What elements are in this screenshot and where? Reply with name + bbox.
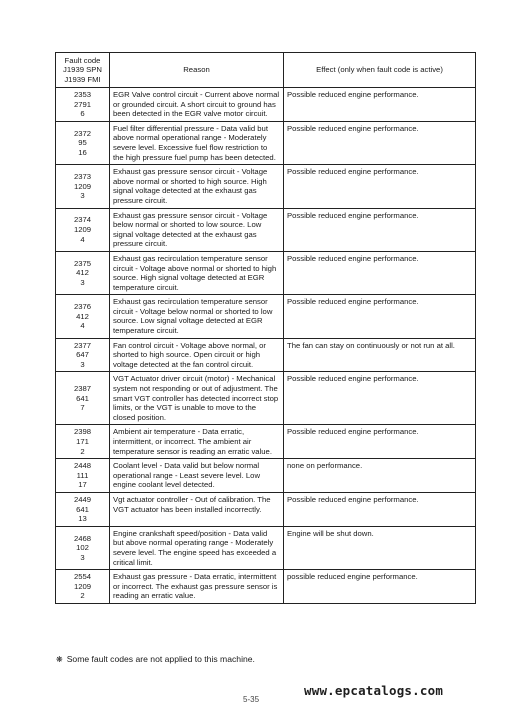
reason-cell: Coolant level - Data valid but below normal operational range - Least severe level. Low engine coolant level detected.	[110, 459, 284, 493]
fault-code-cell	[56, 165, 110, 208]
reason-cell: Exhaust gas pressure - Data erratic, intermittent or incorrect. The exhaust gas pressure sensor is reading an erratic value.	[110, 570, 284, 604]
fault-code-spn: 2376	[73, 302, 92, 312]
fault-code-cell	[56, 295, 110, 338]
effect-cell: none on performance.	[284, 459, 476, 493]
fault-code-fmi: 13	[78, 514, 87, 524]
reason-cell: Vgt actuator controller - Out of calibration. The VGT actuator has been installed incorrectly.	[110, 492, 284, 526]
table-row	[56, 492, 476, 526]
fault-code-spn: 2398	[73, 427, 92, 437]
fault-code-fmi: 4	[80, 234, 85, 244]
table-header-row	[56, 53, 476, 88]
reason-cell: VGT Actuator driver circuit (motor) - Mechanical system not responding or out of adjustment. The smart VGT controller has detected incorrect stop limits, or the VGT is unable to move to the closed position.	[110, 372, 284, 425]
fault-code-mid: 412	[76, 311, 89, 321]
footnote-text: Some fault codes are not applied to this machine.	[66, 654, 255, 664]
fault-code-mid: 111	[76, 470, 89, 480]
table-row	[56, 338, 476, 372]
fault-code-cell	[56, 425, 110, 459]
reason-cell: Exhaust gas recirculation temperature sensor circuit - Voltage below normal or shorted to low source. Low signal voltage detected at EGR temperature circuit.	[110, 295, 284, 338]
table-row	[56, 526, 476, 569]
table-row	[56, 459, 476, 493]
table-row	[56, 425, 476, 459]
table-row	[56, 295, 476, 338]
effect-cell: Possible reduced engine performance.	[284, 295, 476, 338]
fault-code-mid: 2791	[73, 99, 92, 109]
fault-rows	[56, 88, 476, 604]
fault-code-mid: 1209	[73, 224, 92, 234]
fault-code-mid: 647	[76, 350, 89, 360]
effect-cell: Possible reduced engine performance.	[284, 372, 476, 425]
table-row	[56, 208, 476, 251]
effect-cell: Possible reduced engine performance.	[284, 425, 476, 459]
fault-code-spn: 2374	[73, 215, 92, 225]
fault-code-fmi: 16	[78, 147, 87, 157]
fault-code-mid: 95	[78, 138, 87, 148]
fault-code-mid: 171	[76, 437, 89, 446]
fault-code-spn: 2448	[73, 461, 92, 471]
fault-code-spn: 2449	[73, 494, 92, 504]
fault-code-mid: 102	[76, 543, 89, 553]
fault-code-cell	[56, 372, 110, 425]
fault-code-cell	[56, 121, 110, 164]
reason-cell: EGR Valve control circuit - Current above normal or grounded circuit. A short circuit to ground has been detected in the EGR valve motor circuit.	[110, 88, 284, 122]
effect-cell: Possible reduced engine performance.	[284, 165, 476, 208]
fault-code-mid: 412	[76, 268, 89, 278]
effect-cell: Possible reduced engine performance.	[284, 208, 476, 251]
fault-code-cell	[56, 208, 110, 251]
table-row	[56, 570, 476, 604]
effect-cell: Engine will be shut down.	[284, 526, 476, 569]
fault-code-fmi: 2	[80, 446, 85, 456]
fault-code-spn: 2387	[73, 384, 92, 394]
fault-code-spn: 2554	[73, 572, 92, 582]
fault-code-cell	[56, 251, 110, 294]
page-number: 5-35	[243, 695, 260, 704]
reason-cell: Engine crankshaft speed/position - Data valid but above normal operating range - Moderately severe level. The engine speed has exceeded a critical limit.	[110, 526, 284, 569]
fault-code-table	[55, 52, 476, 604]
fault-code-spn: 2377	[73, 340, 92, 350]
fault-code-cell	[56, 338, 110, 372]
reason-cell: Fan control circuit - Voltage above normal, or shorted to high source. Open circuit or high voltage detected at the fan control circuit.	[110, 338, 284, 372]
table-row	[56, 372, 476, 425]
fault-code-mid: 641	[76, 393, 89, 403]
reason-cell: Exhaust gas recirculation temperature sensor circuit - Voltage above normal or shorted to high source. High signal voltage detected at EGR temperature circuit.	[110, 251, 284, 294]
fault-code-cell	[56, 492, 110, 526]
fault-code-spn: 2468	[73, 533, 92, 543]
effect-cell: Possible reduced engine performance.	[284, 251, 476, 294]
fault-code-fmi: 2	[80, 591, 85, 601]
fault-code-fmi: 6	[80, 109, 85, 119]
table-row	[56, 251, 476, 294]
fault-code-spn: 2372	[73, 128, 92, 138]
fault-code-cell	[56, 459, 110, 493]
effect-cell: The fan can stay on continuously or not run at all.	[284, 338, 476, 372]
header-effect: Effect (only when fault code is active)	[284, 53, 476, 88]
footnote	[56, 654, 255, 664]
reason-cell: Fuel filter differential pressure - Data valid but above normal operational range - Moderately severe level. Excessive fuel flow restriction to the high pressure fuel pump has been detected.	[110, 121, 284, 164]
fault-code-fmi: 3	[80, 359, 85, 369]
reason-cell: Ambient air temperature - Data erratic, intermittent, or incorrect. The ambient air temperature sensor is reading an erratic value.	[110, 425, 284, 459]
fault-code-spn: 2353	[73, 90, 92, 99]
fault-code-mid: 1209	[73, 181, 92, 191]
fault-code-fmi: 17	[78, 480, 87, 490]
fault-code-spn: 2375	[73, 258, 92, 268]
fault-code-cell	[56, 88, 110, 122]
fault-code-cell	[56, 526, 110, 569]
fault-code-fmi: 7	[80, 403, 85, 413]
fault-code-fmi: 3	[80, 277, 85, 287]
effect-cell: Possible reduced engine performance.	[284, 88, 476, 122]
table-row	[56, 88, 476, 122]
footnote-mark: ❋	[56, 655, 63, 664]
fault-code-cell	[56, 570, 110, 604]
header-reason: Reason	[110, 53, 284, 88]
fault-code-spn: 2373	[73, 171, 92, 181]
fault-code-fmi: 3	[80, 552, 85, 562]
table-row	[56, 165, 476, 208]
fault-code-mid: 641	[76, 504, 89, 514]
reason-cell: Exhaust gas pressure sensor circuit - Voltage above normal or shorted to high source. High signal voltage detected at the exhaust gas pressure circuit.	[110, 165, 284, 208]
fault-code-mid: 1209	[73, 581, 92, 591]
fault-code-fmi: 4	[80, 321, 85, 331]
reason-cell: Exhaust gas pressure sensor circuit - Voltage below normal or shorted to low source. Low signal voltage detected at the exhaust gas pressure circuit.	[110, 208, 284, 251]
header-fault-code: Fault code J1939 SPN J1939 FMI	[56, 53, 110, 88]
fault-code-fmi: 3	[80, 191, 85, 201]
effect-cell: Possible reduced engine performance.	[284, 121, 476, 164]
table-row	[56, 121, 476, 164]
effect-cell: Possible reduced engine performance.	[284, 492, 476, 526]
effect-cell: possible reduced engine performance.	[284, 570, 476, 604]
watermark-url: www.epcatalogs.com	[304, 683, 444, 698]
